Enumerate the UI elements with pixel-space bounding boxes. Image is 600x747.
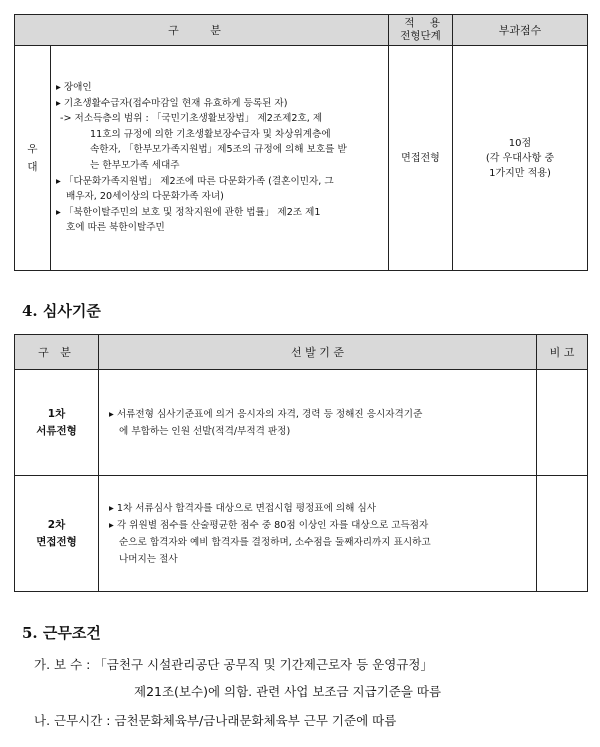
points-line: (각 우대사항 중 bbox=[485, 152, 555, 164]
preference-line: 배우자, 20세이상의 다문화가족 자녀) bbox=[66, 191, 224, 203]
header-gubun: 구 분 bbox=[15, 335, 99, 370]
criteria-text bbox=[99, 476, 537, 592]
criteria-text bbox=[99, 370, 537, 476]
points-line: 1가지만 적용) bbox=[489, 167, 551, 179]
stage-line1: 2차 bbox=[47, 518, 66, 531]
header-gubun: 구 분 bbox=[15, 15, 389, 46]
header-remark: 비 고 bbox=[537, 335, 588, 370]
criteria-row-2 bbox=[15, 476, 588, 592]
preference-table bbox=[14, 14, 588, 271]
preference-line: ▸ 「북한이탈주민의 보호 및 정착지원에 관한 법률」 제2조 제1 bbox=[56, 206, 321, 218]
preference-header-row bbox=[15, 15, 588, 46]
stage-label bbox=[15, 476, 99, 592]
criteria-remark bbox=[537, 370, 588, 476]
stage-line1: 1차 bbox=[47, 407, 66, 420]
preference-details bbox=[51, 46, 389, 271]
category-char: 우 bbox=[27, 143, 38, 155]
section5-title: 5. 근무조건 bbox=[22, 624, 101, 642]
preference-line: ▸ 기초생활수급자(접수마감일 현재 유효하게 등록된 자) bbox=[56, 97, 288, 109]
criteria-line: ▸ 1차 서류심사 합격자를 대상으로 면접시험 평정표에 의해 심사 bbox=[109, 502, 377, 514]
preference-row bbox=[15, 46, 588, 271]
work-hours-line: 나. 근무시간 : 금천문화체육부/금나래문화체육부 근무 기준에 따름 bbox=[34, 713, 397, 728]
criteria-table bbox=[14, 334, 588, 592]
stage-label bbox=[15, 370, 99, 476]
criteria-line: 나머지는 절사 bbox=[119, 553, 178, 565]
criteria-line: 순으로 합격자와 예비 합격자를 결정하며, 소수점을 둘째자리까지 표시하고 bbox=[119, 536, 431, 548]
preference-line: ▸ 장애인 bbox=[56, 82, 92, 94]
preference-line: 11호의 규정에 의한 기초생활보장수급자 및 차상위계층에 bbox=[90, 128, 331, 140]
preference-line: ▸ 「다문화가족지원법」 제2조에 따른 다문화가족 (결혼이민자, 그 bbox=[56, 175, 334, 187]
stage-line2: 서류전형 bbox=[36, 424, 77, 437]
header-stage-line2: 전형단계 bbox=[400, 30, 441, 42]
category-char: 대 bbox=[27, 161, 38, 173]
preference-line: -> 저소득층의 범위 : 「국민기초생활보장법」 제2조제2호, 제 bbox=[60, 113, 323, 125]
preference-line: 호에 따른 북한이탈주민 bbox=[66, 222, 165, 234]
criteria-line: ▸ 각 위원별 점수를 산술평균한 점수 중 80점 이상인 자를 대상으로 고득점자 bbox=[109, 519, 429, 531]
header-stage bbox=[389, 15, 453, 46]
preference-stage: 면접전형 bbox=[389, 46, 453, 271]
criteria-header-row bbox=[15, 335, 588, 370]
header-points: 부과점수 bbox=[453, 15, 588, 46]
preference-line: 는 한부모가족 세대주 bbox=[90, 160, 180, 171]
preference-category bbox=[15, 46, 51, 271]
stage-line2: 면접전형 bbox=[36, 535, 77, 548]
points-line: 10점 bbox=[508, 137, 532, 149]
preference-line: 속한자, 「한부모가족지원법」제5조의 규정에 의해 보호를 받 bbox=[90, 144, 347, 156]
header-stage-line1: 적 용 bbox=[404, 17, 446, 29]
section4-title: 4. 심사기준 bbox=[22, 302, 101, 320]
pay-line-2: 제21조(보수)에 의함. 관련 사업 보조금 지급기준을 따름 bbox=[134, 684, 442, 699]
criteria-remark bbox=[537, 476, 588, 592]
criteria-line: ▸ 서류전형 심사기준표에 의거 응시자의 자격, 경력 등 정해진 응시자격기준 bbox=[109, 408, 423, 420]
preference-points bbox=[453, 46, 588, 271]
criteria-line: 에 부합하는 인원 선발(적격/부적격 판정) bbox=[119, 425, 291, 437]
criteria-row-1 bbox=[15, 370, 588, 476]
pay-line-1: 가. 보 수 : 「금천구 시설관리공단 공무직 및 기간제근로자 등 운영규정」 bbox=[34, 657, 433, 672]
header-criteria: 선 발 기 준 bbox=[99, 335, 537, 370]
